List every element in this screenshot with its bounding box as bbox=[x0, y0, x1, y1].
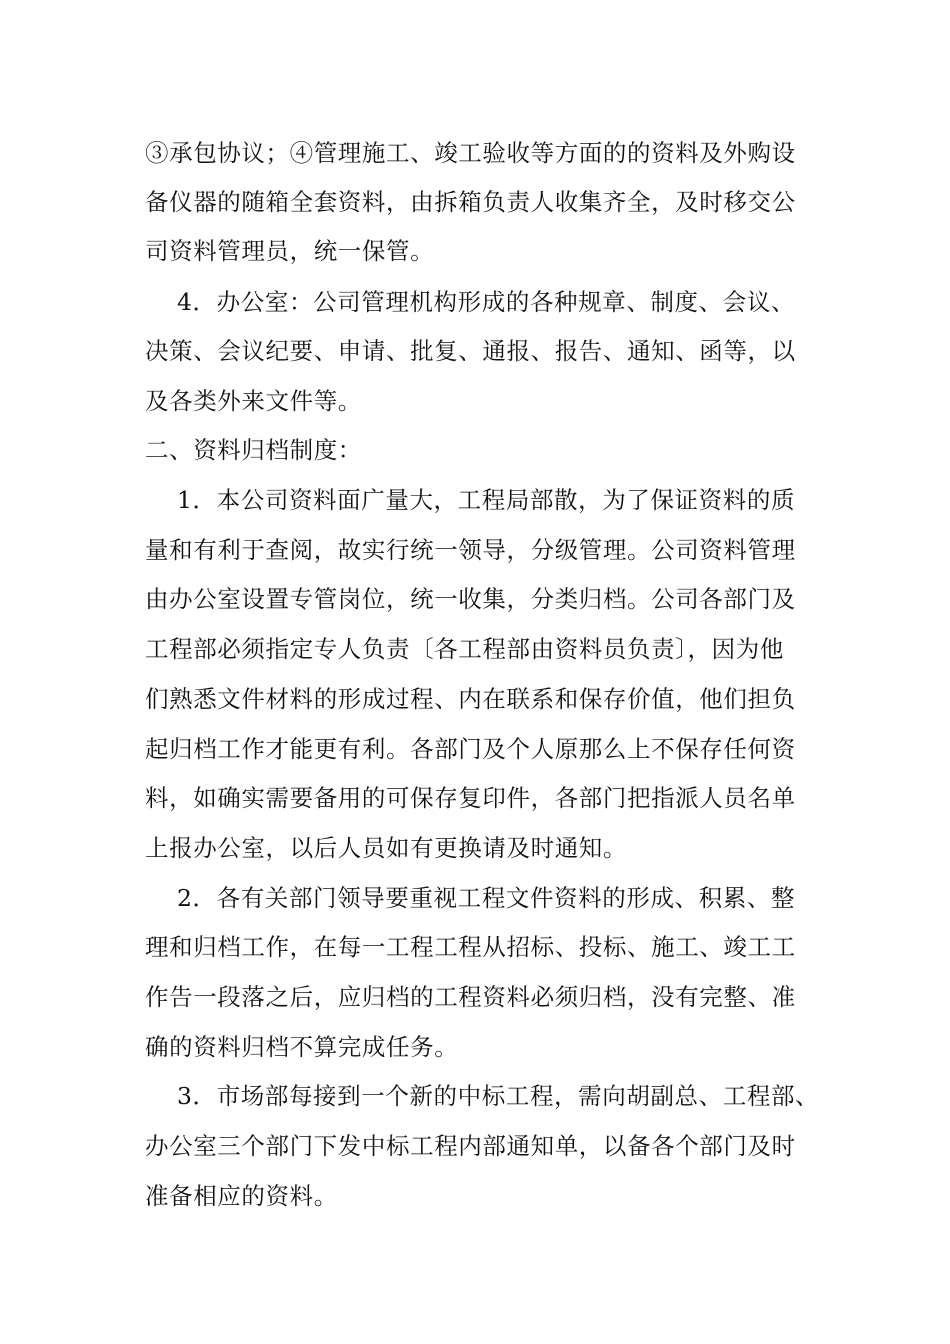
text-line: 决策、会议纪要、申请、批复、通报、报告、通知、函等，以 bbox=[145, 337, 796, 365]
text-line: 确的资料归档不算完成任务。 bbox=[145, 1033, 459, 1061]
text-line: 量和有利于查阅，故实行统一领导，分级管理。公司资料管理 bbox=[145, 536, 796, 564]
paragraph-start-line: 1．本公司资料面广量大，工程局部散，为了保证资料的质 bbox=[177, 486, 796, 514]
text-line: 料，如确实需要备用的可保存复印件，各部门把指派人员名单 bbox=[145, 784, 796, 812]
paragraph-start-line: 4．办公室：公司管理机构形成的各种规章、制度、会议、 bbox=[177, 288, 796, 316]
paragraph-start-line: 3．市场部每接到一个新的中标工程，需向胡副总、工程部、 bbox=[177, 1082, 820, 1110]
text-line: 起归档工作才能更有利。各部门及个人原那么上不保存任何资 bbox=[145, 735, 796, 763]
text-line: ③承包协议；④管理施工、竣工验收等方面的的资料及外购设 bbox=[145, 139, 796, 167]
section-heading: 二、资料归档制度： bbox=[145, 436, 362, 464]
text-line: 及各类外来文件等。 bbox=[145, 387, 362, 415]
text-line: 工程部必须指定专人负责〔各工程部由资料员负责〕，因为他 bbox=[145, 635, 784, 663]
paragraph-start-line: 2．各有关部门领导要重视工程文件资料的形成、积累、整 bbox=[177, 884, 796, 912]
text-line: 备仪器的随箱全套资料，由拆箱负责人收集齐全，及时移交公 bbox=[145, 188, 796, 216]
text-line: 作告一段落之后，应归档的工程资料必须归档，没有完整、准 bbox=[145, 983, 796, 1011]
text-line: 准备相应的资料。 bbox=[145, 1182, 338, 1210]
text-line: 办公室三个部门下发中标工程内部通知单，以备各个部门及时 bbox=[145, 1132, 796, 1160]
text-line: 司资料管理员，统一保管。 bbox=[145, 237, 435, 265]
text-line: 理和归档工作，在每一工程工程从招标、投标、施工、竣工工 bbox=[145, 933, 796, 961]
text-line: 由办公室设置专管岗位，统一收集，分类归档。公司各部门及 bbox=[145, 585, 796, 613]
text-line: 们熟悉文件材料的形成过程、内在联系和保存价值，他们担负 bbox=[145, 685, 796, 713]
text-line: 上报办公室，以后人员如有更换请及时通知。 bbox=[145, 834, 627, 862]
